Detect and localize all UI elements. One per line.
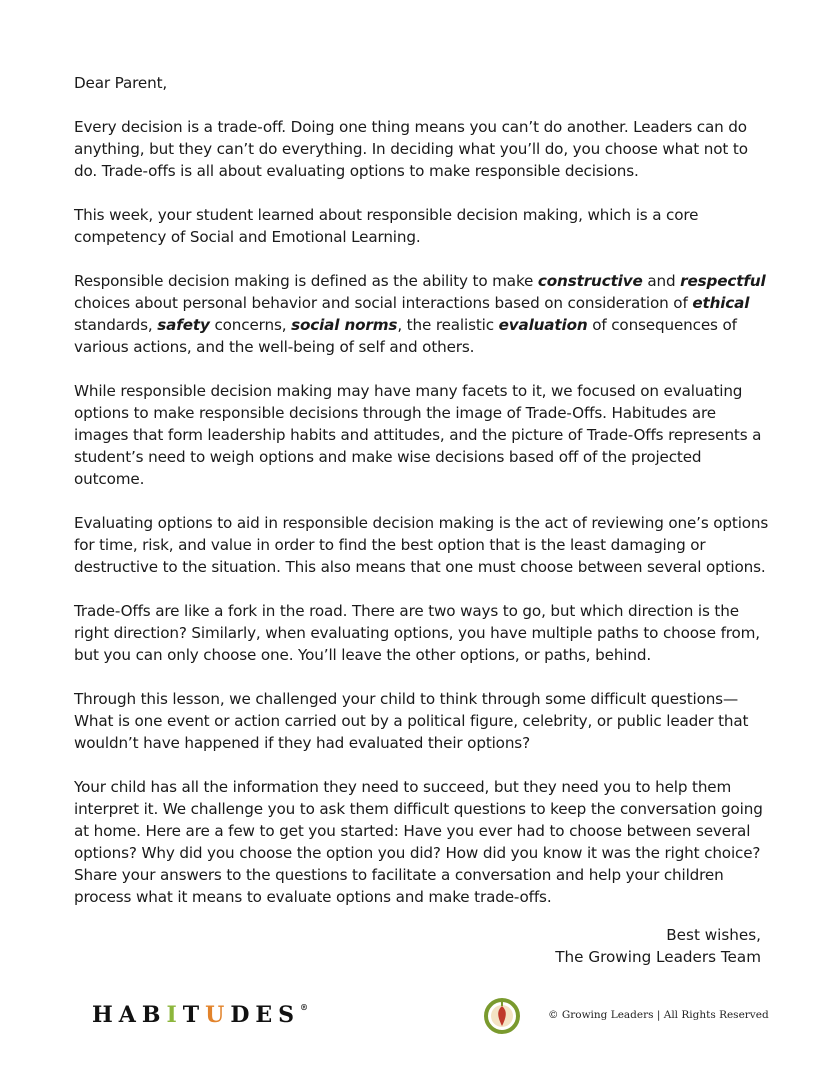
growing-leaders-seal-icon: [484, 998, 520, 1034]
term-evaluation: evaluation: [498, 316, 588, 334]
paragraph-this-week: This week, your student learned about responsible decision making, which is a core competency of Social and Emotional Learning.: [74, 206, 699, 246]
definition-text: and: [642, 272, 681, 290]
closing-signature: The Growing Leaders Team: [555, 948, 761, 966]
definition-text: standards,: [74, 316, 158, 334]
paragraph-fork-in-road: Trade-Offs are like a fork in the road. There are two ways to go, but which direction is the right direction? Similarly, when evaluating options, you have multiple paths to choose from, but you can only choose one. You’ll leave the other options, or paths, behind.: [74, 602, 760, 664]
salutation: Dear Parent,: [74, 74, 168, 92]
logo-text: HAB: [92, 1002, 167, 1028]
term-respectful: respectful: [680, 272, 766, 290]
definition-text: Responsible decision making is defined as the ability to make: [74, 272, 538, 290]
term-safety: safety: [157, 316, 210, 334]
term-social-norms: social norms: [291, 316, 398, 334]
copyright-notice: © Growing Leaders | All Rights Reserved: [548, 1009, 769, 1021]
paragraph-definition: [74, 270, 774, 358]
paragraph-habitudes: While responsible decision making may have many facets to it, we focused on evaluating options to make responsible decisions through the image of Trade-Offs. Habitudes are images that form leadership habits and attitudes, and the picture of Trade-Offs represents a student’s need to weigh options and make wise decisions based off of the projected outcome.: [74, 382, 762, 488]
logo-text: DES: [230, 1002, 301, 1028]
definition-text: of consequences of various actions, and the well-being of self and others.: [74, 316, 737, 356]
definition-text: concerns,: [209, 316, 292, 334]
letter-body: [74, 72, 774, 930]
closing-wishes: Best wishes,: [666, 926, 761, 944]
logo-registered: ®: [300, 1002, 309, 1012]
logo-text: T: [182, 1002, 206, 1028]
habitudes-logo: [92, 1002, 308, 1028]
term-ethical: ethical: [692, 294, 750, 312]
paragraph-lesson-questions: Through this lesson, we challenged your child to think through some difficult questions—What is one event or action carried out by a political figure, celebrity, or public leader that wouldn’t have happened if they had evaluated their options?: [74, 690, 749, 752]
logo-letter-i: I: [166, 1002, 183, 1028]
definition-text: choices about personal behavior and social interactions based on consideration of: [74, 294, 693, 312]
definition-text: , the realistic: [397, 316, 499, 334]
paragraph-evaluating-options: Evaluating options to aid in responsible decision making is the act of reviewing one’s options for time, risk, and value in order to find the best option that is the least damaging or destructive to the situation. This also means that one must choose between several options.: [74, 514, 769, 576]
paragraph-challenge: Your child has all the information they need to succeed, but they need you to help them interpret it. We challenge you to ask them difficult questions to keep the conversation going at home. Here are a few to get you started: Have you ever had to choose between several options? Why did you choose the option you did? How did you know it was the right choice? Share your answers to the questions to facilitate a conversation and help your children process what it means to evaluate options and make trade-offs.: [74, 778, 763, 906]
closing: [555, 924, 761, 968]
logo-letter-u: U: [205, 1002, 231, 1028]
paragraph-trade-off-intro: Every decision is a trade-off. Doing one thing means you can’t do another. Leaders can do anything, but they can’t do everything. In deciding what you’ll do, you choose what not to do. Trade-offs is all about evaluating options to make responsible decisions.: [74, 118, 748, 180]
term-constructive: constructive: [537, 272, 643, 290]
